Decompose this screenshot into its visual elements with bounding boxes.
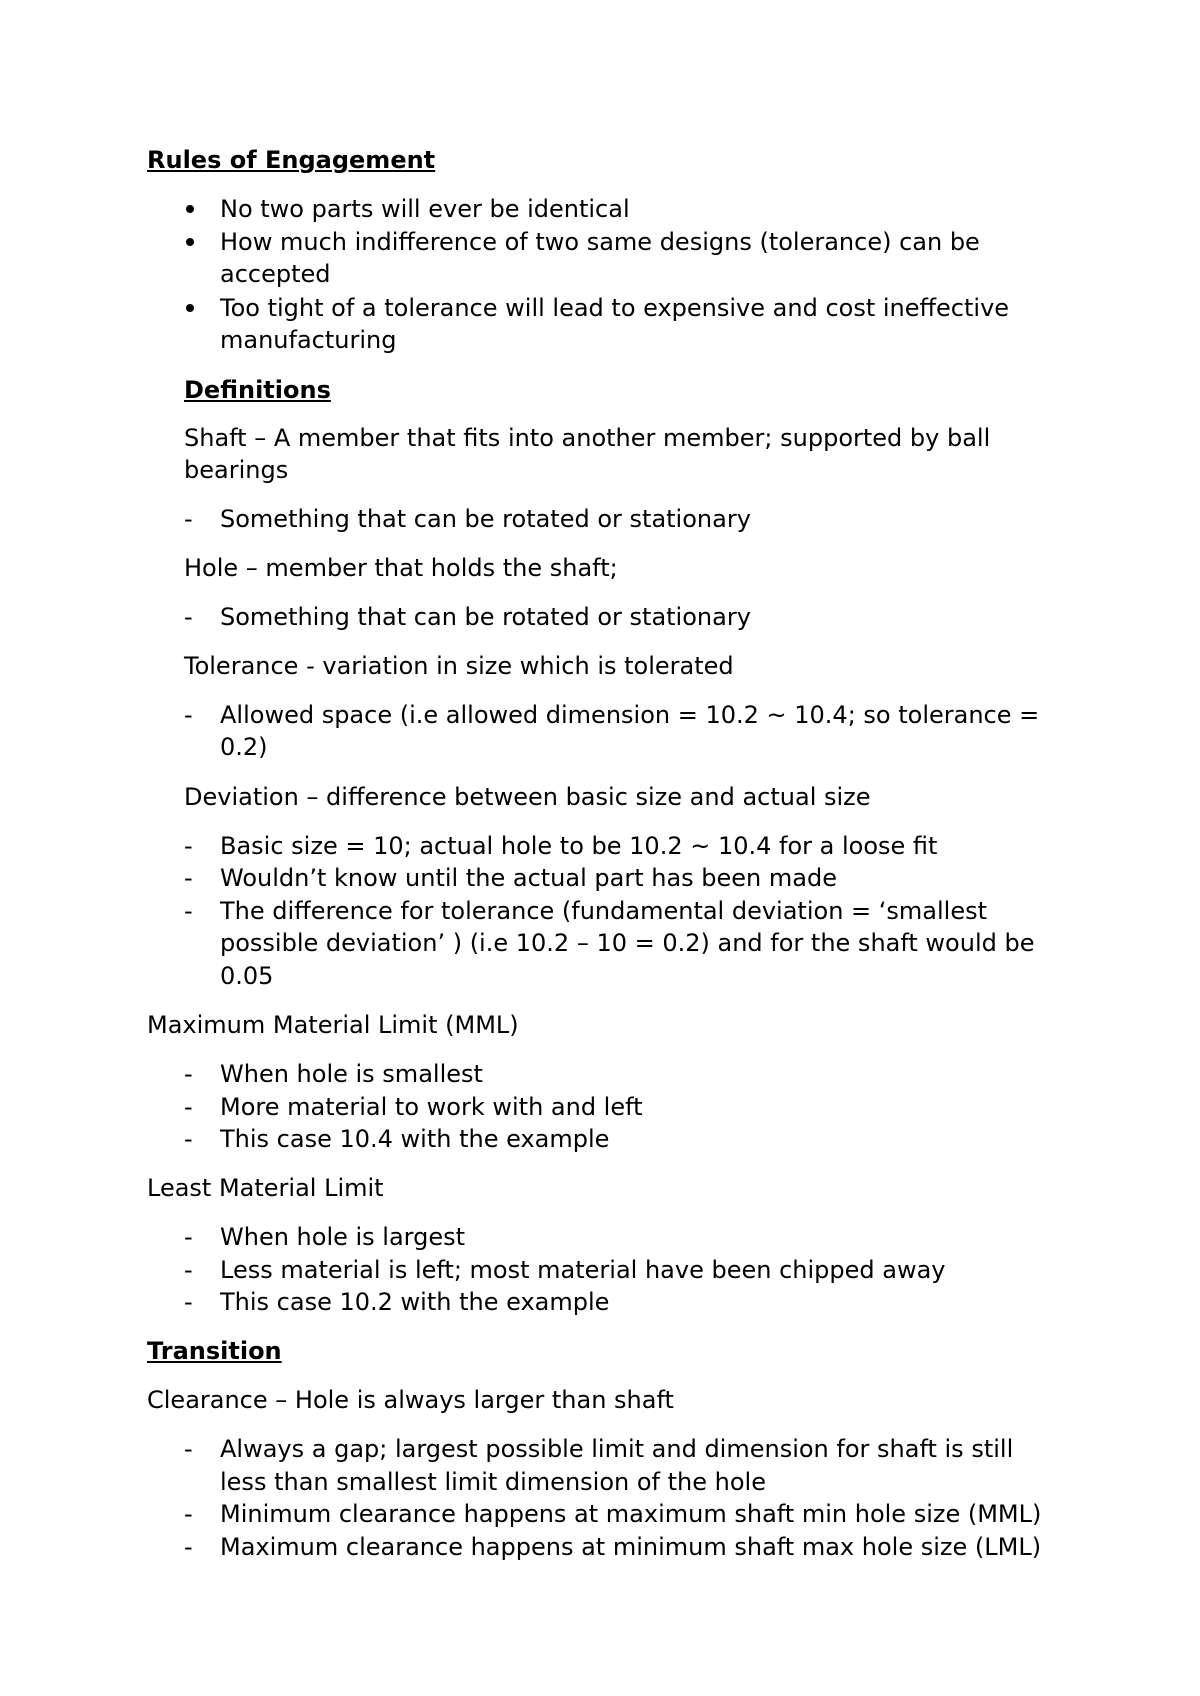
mml-title: Maximum Material Limit (MML) bbox=[147, 1011, 519, 1039]
rules-bullet-2-cont: accepted bbox=[220, 260, 331, 288]
dash-bullet: - bbox=[184, 1288, 193, 1316]
clearance-point-1: Always a gap; largest possible limit and dimension for shaft is still bbox=[220, 1435, 1014, 1463]
deviation-point-3: The difference for tolerance (fundamental deviation = ‘smallest bbox=[220, 897, 988, 925]
bullet-dot bbox=[186, 304, 194, 312]
bullet-dot bbox=[186, 238, 194, 246]
deviation-point-2: Wouldn’t know until the actual part has been made bbox=[220, 864, 837, 892]
bullet-dot bbox=[186, 205, 194, 213]
dash-bullet: - bbox=[184, 1435, 193, 1463]
heading-definitions: Definitions bbox=[184, 376, 331, 404]
definition-shaft: Shaft – A member that fits into another member; supported by ball bbox=[184, 424, 991, 452]
dash-bullet: - bbox=[184, 603, 193, 631]
dash-bullet: - bbox=[184, 505, 193, 533]
lml-point-1: When hole is largest bbox=[220, 1223, 466, 1251]
clearance-point-3: Maximum clearance happens at minimum shaft max hole size (LML) bbox=[220, 1533, 1042, 1561]
dash-bullet: - bbox=[184, 1223, 193, 1251]
mml-point-3: This case 10.4 with the example bbox=[220, 1125, 610, 1153]
rules-bullet-1: No two parts will ever be identical bbox=[220, 195, 630, 223]
dash-bullet: - bbox=[184, 832, 193, 860]
definition-hole: Hole – member that holds the shaft; bbox=[184, 554, 618, 582]
lml-title: Least Material Limit bbox=[147, 1174, 384, 1202]
lml-point-3: This case 10.2 with the example bbox=[220, 1288, 610, 1316]
tolerance-point-1: Allowed space (i.e allowed dimension = 10.2 ~ 10.4; so tolerance = bbox=[220, 701, 1040, 729]
dash-bullet: - bbox=[184, 897, 193, 925]
heading-rules-of-engagement: Rules of Engagement bbox=[147, 146, 436, 174]
dash-bullet: - bbox=[184, 701, 193, 729]
dash-bullet: - bbox=[184, 1533, 193, 1561]
rules-bullet-3-cont: manufacturing bbox=[220, 326, 397, 354]
tolerance-point-1-cont: 0.2) bbox=[220, 733, 268, 761]
definition-deviation: Deviation – difference between basic size and actual size bbox=[184, 783, 871, 811]
mml-point-1: When hole is smallest bbox=[220, 1060, 483, 1088]
definition-shaft-cont: bearings bbox=[184, 456, 289, 484]
deviation-point-3-cont2: 0.05 bbox=[220, 962, 274, 990]
shaft-point-1: Something that can be rotated or stationary bbox=[220, 505, 751, 533]
clearance-point-2: Minimum clearance happens at maximum shaft min hole size (MML) bbox=[220, 1500, 1042, 1528]
rules-bullet-2: How much indifference of two same designs (tolerance) can be bbox=[220, 228, 980, 256]
dash-bullet: - bbox=[184, 1125, 193, 1153]
lml-point-2: Less material is left; most material have been chipped away bbox=[220, 1256, 946, 1284]
heading-transition: Transition bbox=[147, 1337, 282, 1365]
hole-point-1: Something that can be rotated or stationary bbox=[220, 603, 751, 631]
clearance-title: Clearance – Hole is always larger than shaft bbox=[147, 1386, 674, 1414]
dash-bullet: - bbox=[184, 1500, 193, 1528]
dash-bullet: - bbox=[184, 1256, 193, 1284]
dash-bullet: - bbox=[184, 1093, 193, 1121]
clearance-point-1-cont: less than smallest limit dimension of the hole bbox=[220, 1468, 766, 1496]
dash-bullet: - bbox=[184, 864, 193, 892]
deviation-point-1: Basic size = 10; actual hole to be 10.2 ~ 10.4 for a loose fit bbox=[220, 832, 938, 860]
mml-point-2: More material to work with and left bbox=[220, 1093, 643, 1121]
definition-tolerance: Tolerance - variation in size which is tolerated bbox=[184, 652, 734, 680]
deviation-point-3-cont: possible deviation’ ) (i.e 10.2 – 10 = 0.2) and for the shaft would be bbox=[220, 929, 1035, 957]
rules-bullet-3: Too tight of a tolerance will lead to expensive and cost ineffective bbox=[220, 294, 1010, 322]
dash-bullet: - bbox=[184, 1060, 193, 1088]
